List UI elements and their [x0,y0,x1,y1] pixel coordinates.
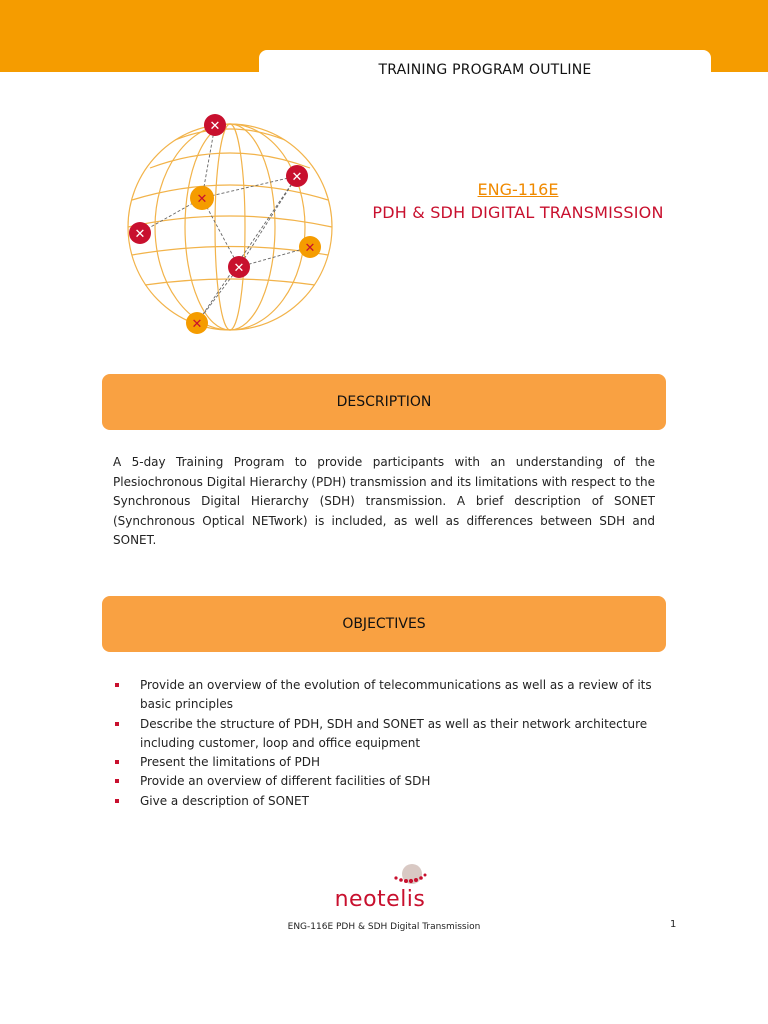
svg-text:✕: ✕ [134,227,146,242]
node-icon [286,165,308,187]
svg-text:✕: ✕ [304,241,316,256]
bullet-icon [115,722,119,726]
node-icon [204,114,226,136]
network-nodes [120,110,340,340]
node-icon [186,312,208,334]
svg-text:✕: ✕ [196,192,208,207]
page-title: TRAINING PROGRAM OUTLINE [378,62,592,78]
list-item: Present the limitations of PDH [113,753,655,772]
page-number: 1 [670,919,677,930]
course-code: ENG-116E [477,180,559,199]
objectives-section-bar [102,596,666,652]
bullet-icon [115,760,119,764]
course-title: PDH & SDH DIGITAL TRANSMISSION [372,203,664,222]
objectives-list [113,676,655,811]
list-item: Provide an overview of different facilities of SDH [113,772,655,791]
description-heading: DESCRIPTION [336,394,432,410]
bullet-icon [115,683,119,687]
bullet-icon [115,799,119,803]
footer-text: ENG-116E PDH & SDH Digital Transmission [287,922,481,932]
svg-text:✕: ✕ [209,119,221,134]
objectives-heading: OBJECTIVES [342,616,426,632]
description-text: A 5-day Training Program to provide participants with an understanding of the Plesiochronous Digital Hierarchy (PDH) transmission and its limitations with respect to the Synchronous Digital Hierarchy (SDH) transmission. A brief description of SONET (Synchronous Optical NETwork) is included, as well as differences between SDH and SONET. [113,455,655,547]
svg-text:✕: ✕ [191,317,203,332]
list-item: Give a description of SONET [113,792,655,811]
bullet-icon [115,779,119,783]
list-item: Provide an overview of the evolution of telecommunications as well as a review of its basic principles [113,676,655,715]
node-icon [129,222,151,244]
node-icon [299,236,321,258]
node-icon [228,256,250,278]
svg-text:✕: ✕ [291,170,303,185]
node-icon [190,186,214,210]
company-logo-text: neotelis [334,887,426,912]
svg-text:✕: ✕ [233,261,245,276]
list-item: Describe the structure of PDH, SDH and SONET as well as their network architecture including customer, loop and office equipment [113,715,655,754]
description-section-bar [102,374,666,430]
